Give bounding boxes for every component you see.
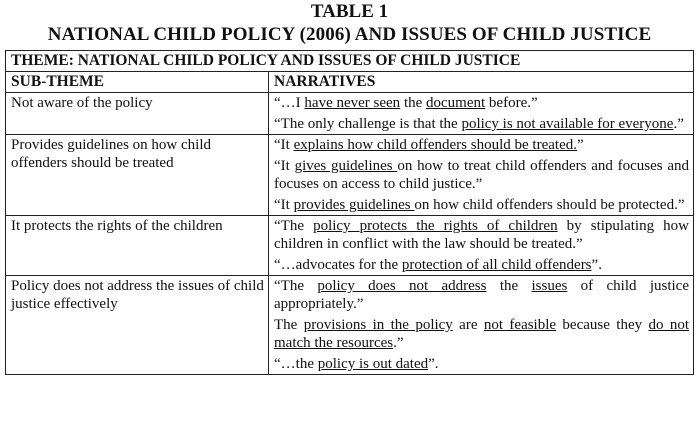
underlined-text: not feasible [483,317,557,333]
narrative-quote [274,355,689,373]
quote-text: “…advocates for the [274,257,402,273]
sub-theme-cell: It protects the rights of the children [6,216,269,276]
underlined-text: do not match the resources [274,317,690,351]
narratives-cell [269,276,694,375]
quote-text: the [486,278,532,294]
quote-text: because they [556,317,649,333]
quote-text: ”. [591,257,602,273]
narrative-quote [274,115,689,133]
theme-row [6,51,694,72]
narrative-quote [274,196,689,214]
narrative-quote [274,157,689,193]
table-number: TABLE 1 [310,1,389,22]
quote-text: The [274,317,304,333]
underlined-text: protection of all child offenders [401,257,592,273]
underlined-text: provides guidelines [293,197,415,213]
underlined-text: have never seen [304,95,401,111]
underlined-text: policy does not address [317,278,487,294]
quote-text: .” [393,335,404,351]
sub-theme-header: SUB-THEME [6,72,269,93]
quote-text: ”. [428,356,439,372]
underlined-text: policy is out dated [317,356,429,372]
quote-text: before.” [485,95,538,111]
narrative-quote [274,136,689,154]
underlined-text: gives guidelines [294,158,398,174]
underlined-text: document [426,95,486,111]
narrative-quote [274,277,689,313]
table-body [6,93,694,375]
quote-text: “The only challenge is that the [274,116,462,132]
narrative-quote [274,316,689,352]
header-row [6,72,694,93]
quote-text: “…I [274,95,305,111]
quote-text: “The [274,278,318,294]
table-row [6,216,694,276]
underlined-text: issues [531,278,568,294]
quote-text: .” [673,116,684,132]
quote-text: “It [274,137,294,153]
narrative-quote [274,94,689,112]
quote-text: are [452,317,484,333]
quote-text: the [400,95,427,111]
sub-theme-cell: Provides guidelines on how child offenders should be treated [6,135,269,216]
quote-text: on how to treat child offenders and focuses and focuses on access to child justice.” [274,158,689,192]
child-policy-table [5,50,694,375]
quote-text: “It [274,158,295,174]
underlined-text: policy is not available for everyone [461,116,674,132]
underlined-text: policy protects the rights of children [313,218,558,234]
table-row [6,93,694,135]
underlined-text: provisions in the policy [303,317,453,333]
quote-text: by stipulating how children in conflict with the law should be treated.” [274,218,690,252]
narrative-quote [274,217,689,253]
sub-theme-cell: Not aware of the policy [6,93,269,135]
quote-text: on how child offenders should be protected.” [414,197,685,213]
narratives-cell [269,93,694,135]
quote-text: “…the [274,356,318,372]
table-row [6,276,694,375]
sub-theme-cell: Policy does not address the issues of child justice effectively [6,276,269,375]
quote-text: of child justice appropriately.” [274,278,690,312]
narratives-cell [269,135,694,216]
quote-text: ” [576,137,584,153]
quote-text: “It [274,197,294,213]
narratives-cell [269,216,694,276]
narratives-header: NARRATIVES [269,72,694,93]
quote-text: “The [274,218,314,234]
underlined-text: explains how child offenders should be treated. [293,137,577,153]
table-title: NATIONAL CHILD POLICY (2006) AND ISSUES OF CHILD JUSTICE [47,24,652,45]
narrative-quote [274,256,689,274]
table-row [6,135,694,216]
theme-cell: THEME: NATIONAL CHILD POLICY AND ISSUES OF CHILD JUSTICE [6,51,694,72]
